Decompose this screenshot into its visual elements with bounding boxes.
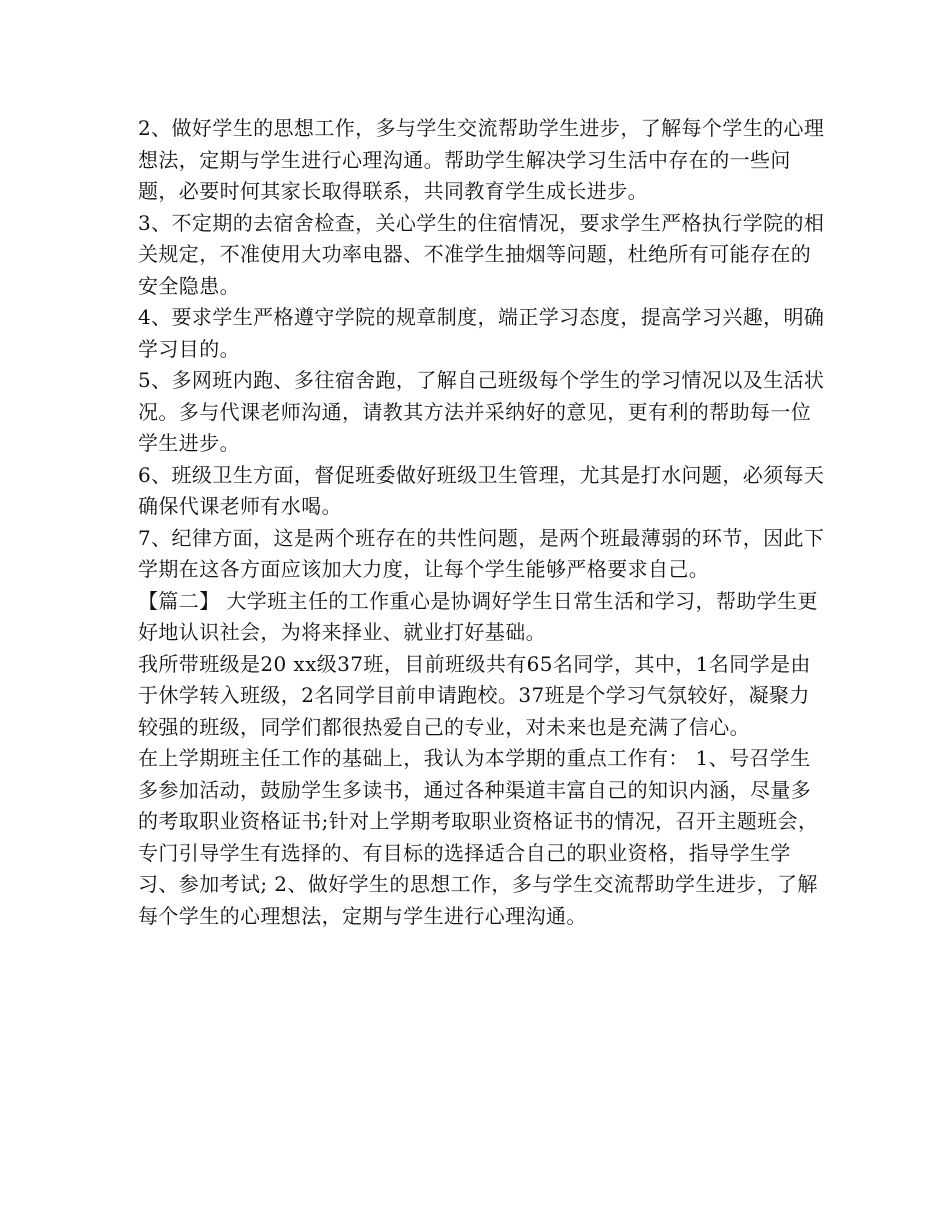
paragraph-item-2: 2、做好学生的思想工作，多与学生交流帮助学生进步，了解每个学生的心理想法，定期与学生进行心理沟通。帮助学生解决学习生活中存在的一些问题，必要时何其家长取得联系，共同教育学生成长进步。: [138, 116, 825, 203]
paragraph-item-6: 6、班级卫生方面，督促班委做好班级卫生管理，尤其是打水问题，必须每天确保代课老师有水喝。: [138, 462, 825, 518]
paragraph-item-5: 5、多网班内跑、多往宿舍跑，了解自己班级每个学生的学习情况以及生活状况。多与代课老师沟通，请教其方法并采纳好的意见，更有利的帮助每一位学生进步。: [138, 368, 825, 455]
document-body: [138, 113, 828, 932]
paragraph-item-3: 3、不定期的去宿舍检查，关心学生的住宿情况，要求学生严格执行学院的相关规定，不准使用大功率电器、不准学生抽烟等问题，杜绝所有可能存在的安全隐患。: [138, 210, 825, 298]
paragraph-item-7: 7、纪律方面，这是两个班存在的共性问题，是两个班最薄弱的环节，因此下学期在这各方面应该加大力度，让每个学生能够严格要求自己。: [138, 525, 825, 581]
paragraph-item-4: 4、要求学生严格遵守学院的规章制度，端正学习态度，提高学习兴趣，明确学习目的。: [138, 305, 825, 361]
section-intro-paragraph: 【篇二】 大学班主任的工作重心是协调好学生日常生活和学习，帮助学生更好地认识社会，为将来择业、就业打好基础。: [138, 588, 818, 644]
key-work-paragraph: 在上学期班主任工作的基础上，我认为本学期的重点工作有： 1、号召学生多参加活动，鼓励学生多读书，通过各种渠道丰富自己的知识内涵，尽量多的考取职业资格证书;针对上学期考取职业资格证书的情况，召开主题班会，专门引导学生有选择的、有目标的选择适合自己的职业资格，指导学生学习、参加考试; 2、做好学生的思想工作，多与学生交流帮助学生进步，了解每个学生的心理想法，定期与学生进行心理沟通。: [138, 746, 819, 928]
class-overview-paragraph: 我所带班级是20 xx级37班，目前班级共有65名同学，其中，1名同学是由于休学转入班级，2名同学目前申请跑校。37班是个学习气氛较好，凝聚力较强的班级，同学们都很热爱自己的专业，对未来也是充满了信心。: [138, 651, 811, 739]
